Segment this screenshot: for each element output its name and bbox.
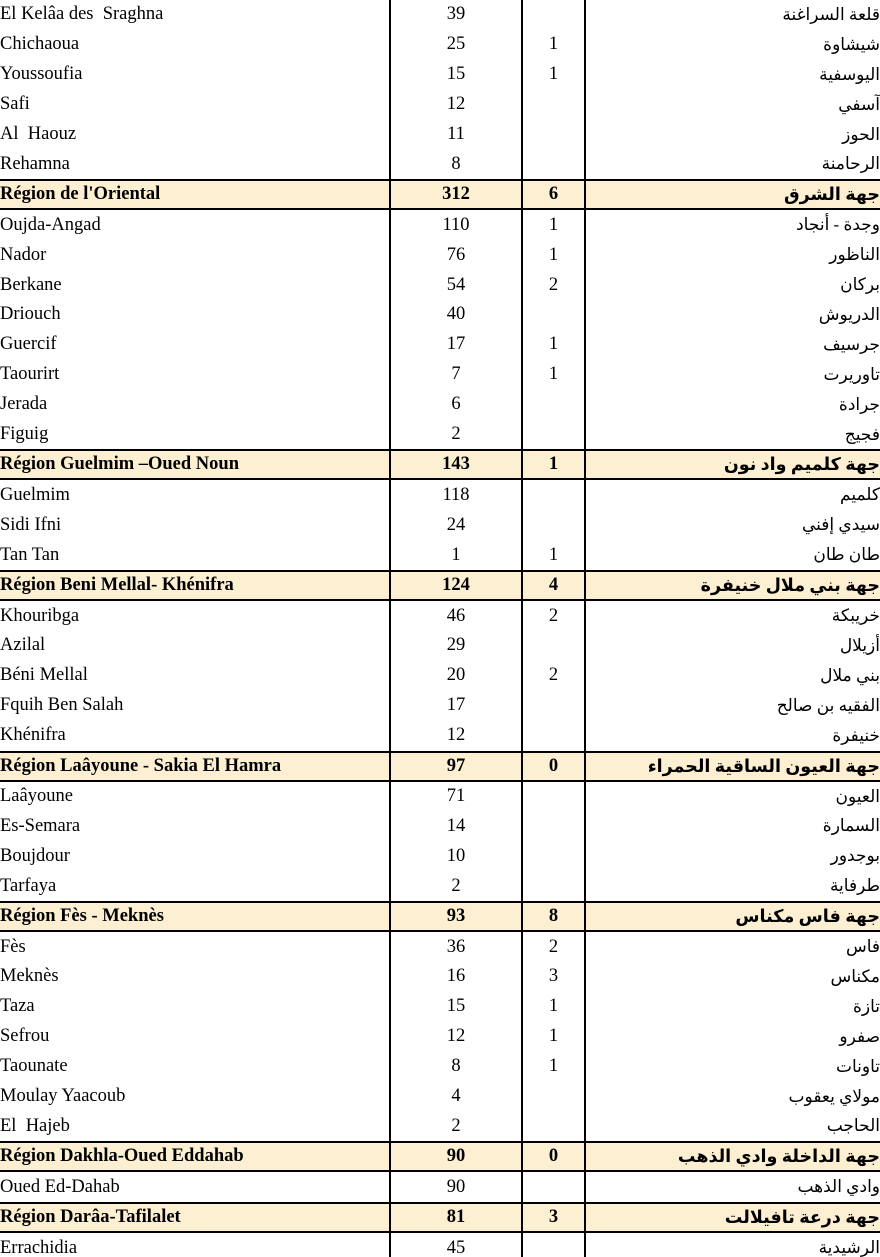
name-fr-cell: El Hajeb <box>0 1112 390 1143</box>
deaths-count-cell: 1 <box>522 330 585 360</box>
deaths-count-cell <box>522 1112 585 1143</box>
name-ar-cell: العيون <box>835 786 880 806</box>
cases-count-cell: 17 <box>390 330 522 360</box>
cases-count-cell: 12 <box>390 90 522 120</box>
name-fr-cell: Laâyoune <box>0 781 390 812</box>
province-row <box>0 691 880 721</box>
cases-count-cell: 29 <box>390 631 522 661</box>
region-total-row <box>0 1203 880 1232</box>
name-fr-cell: El Kelâa des Sraghna <box>0 0 390 30</box>
name-fr-cell: Al Haouz <box>0 120 390 150</box>
province-row <box>0 149 880 180</box>
deaths-count-cell <box>522 90 585 120</box>
name-ar-cell: طان طان <box>813 545 880 565</box>
province-row <box>0 209 880 240</box>
name-fr-cell: Rehamna <box>0 149 390 180</box>
deaths-count-cell: 1 <box>522 540 585 571</box>
deaths-count-cell: 1 <box>522 1052 585 1082</box>
name-ar-cell: كلميم <box>840 485 880 505</box>
cases-count-cell: 24 <box>390 510 522 540</box>
name-fr-cell: Meknès <box>0 962 390 992</box>
cases-count-cell: 6 <box>390 390 522 420</box>
deaths-count-cell: 2 <box>522 931 585 962</box>
deaths-count-cell <box>522 1232 585 1257</box>
province-row <box>0 1112 880 1143</box>
province-row <box>0 1171 880 1203</box>
name-ar-cell: فجيج <box>844 424 880 444</box>
name-ar-cell: السمارة <box>822 816 880 836</box>
name-ar-cell: بوجدور <box>830 846 880 866</box>
deaths-count-cell <box>522 0 585 30</box>
name-fr-cell: Tarfaya <box>0 871 390 902</box>
cases-count-cell: 54 <box>390 270 522 300</box>
name-fr-cell: Driouch <box>0 300 390 330</box>
cases-count-cell: 312 <box>390 180 522 209</box>
name-ar-cell: الحاجب <box>826 1116 880 1136</box>
cases-count-cell: 20 <box>390 661 522 691</box>
cases-count-cell: 4 <box>390 1082 522 1112</box>
name-ar-cell: وجدة - أنجاد <box>796 215 880 235</box>
name-fr-cell: Azilal <box>0 631 390 661</box>
province-row <box>0 811 880 841</box>
name-fr-cell: Khouribga <box>0 600 390 631</box>
province-row <box>0 420 880 451</box>
region-total-row <box>0 902 880 931</box>
cases-count-cell: 39 <box>390 0 522 30</box>
name-ar-cell: تاونات <box>835 1056 880 1076</box>
province-row <box>0 0 880 30</box>
name-ar-cell: جهة فاس مكناس <box>585 902 880 931</box>
cases-count-cell: 110 <box>390 209 522 240</box>
province-row <box>0 300 880 330</box>
name-fr-cell: Sidi Ifni <box>0 510 390 540</box>
cases-count-cell: 10 <box>390 841 522 871</box>
name-fr-cell: Région Darâa-Tafilalet <box>0 1203 390 1232</box>
name-fr-cell: Jerada <box>0 390 390 420</box>
cases-count-cell: 15 <box>390 60 522 90</box>
province-row <box>0 390 880 420</box>
name-ar-cell: خريبكة <box>831 606 880 626</box>
cases-count-cell: 143 <box>390 450 522 479</box>
name-ar-cell: جرسيف <box>823 334 880 354</box>
name-fr-cell: Béni Mellal <box>0 661 390 691</box>
cases-count-cell: 45 <box>390 1232 522 1257</box>
province-row <box>0 661 880 691</box>
name-fr-cell: Taourirt <box>0 360 390 390</box>
name-fr-cell: Région Beni Mellal- Khénifra <box>0 571 390 600</box>
province-row <box>0 90 880 120</box>
name-fr-cell: Fès <box>0 931 390 962</box>
name-fr-cell: Nador <box>0 240 390 270</box>
name-fr-cell: Youssoufia <box>0 60 390 90</box>
province-row <box>0 962 880 992</box>
deaths-count-cell: 4 <box>522 571 585 600</box>
name-fr-cell: Guelmim <box>0 479 390 510</box>
region-total-row <box>0 450 880 479</box>
name-ar-cell: جهة بني ملال خنيفرة <box>585 571 880 600</box>
deaths-count-cell: 1 <box>522 209 585 240</box>
name-fr-cell: Figuig <box>0 420 390 451</box>
name-ar-cell: أزيلال <box>839 635 880 655</box>
province-row <box>0 510 880 540</box>
cases-count-cell: 36 <box>390 931 522 962</box>
deaths-count-cell <box>522 691 585 721</box>
region-total-row <box>0 180 880 209</box>
name-ar-cell: جهة درعة تافيلالت <box>585 1203 880 1232</box>
province-row <box>0 330 880 360</box>
deaths-count-cell <box>522 420 585 451</box>
deaths-count-cell <box>522 390 585 420</box>
name-ar-cell: آسفي <box>838 94 880 114</box>
name-ar-cell: الحوز <box>842 124 880 144</box>
province-row <box>0 631 880 661</box>
deaths-count-cell: 0 <box>522 1142 585 1171</box>
name-ar-cell: تاوريرت <box>823 364 880 384</box>
province-row <box>0 781 880 812</box>
name-ar-cell: الفقيه بن صالح <box>776 695 880 715</box>
cases-count-cell: 90 <box>390 1171 522 1203</box>
deaths-count-cell <box>522 781 585 812</box>
cases-count-cell: 81 <box>390 1203 522 1232</box>
province-row <box>0 931 880 962</box>
province-row <box>0 479 880 510</box>
cases-count-cell: 124 <box>390 571 522 600</box>
name-ar-cell: الناظور <box>829 245 880 265</box>
cases-count-cell: 97 <box>390 752 522 781</box>
province-row <box>0 600 880 631</box>
cases-count-cell: 76 <box>390 240 522 270</box>
name-fr-cell: Région de l'Oriental <box>0 180 390 209</box>
cases-count-cell: 71 <box>390 781 522 812</box>
deaths-count-cell <box>522 120 585 150</box>
name-ar-cell: فاس <box>845 937 880 957</box>
name-ar-cell: الرحامنة <box>821 154 880 174</box>
deaths-count-cell: 1 <box>522 60 585 90</box>
cases-count-cell: 2 <box>390 420 522 451</box>
province-row <box>0 1022 880 1052</box>
deaths-count-cell: 0 <box>522 752 585 781</box>
name-ar-cell: قلعة السراغنة <box>782 4 880 24</box>
deaths-count-cell: 2 <box>522 270 585 300</box>
name-ar-cell: اليوسفية <box>819 64 880 84</box>
region-total-row <box>0 571 880 600</box>
name-ar-cell: تازة <box>852 996 880 1016</box>
deaths-count-cell: 1 <box>522 450 585 479</box>
name-fr-cell: Khénifra <box>0 721 390 752</box>
name-ar-cell: مولاي يعقوب <box>788 1086 880 1106</box>
deaths-count-cell <box>522 479 585 510</box>
name-ar-cell: بركان <box>840 275 880 295</box>
province-row <box>0 1052 880 1082</box>
name-ar-cell: جرادة <box>838 394 880 414</box>
cases-count-cell: 15 <box>390 992 522 1022</box>
deaths-count-cell <box>522 841 585 871</box>
cases-count-cell: 8 <box>390 149 522 180</box>
name-fr-cell: Guercif <box>0 330 390 360</box>
cases-count-cell: 8 <box>390 1052 522 1082</box>
region-total-row <box>0 1142 880 1171</box>
region-total-row <box>0 752 880 781</box>
cases-count-cell: 93 <box>390 902 522 931</box>
province-row <box>0 270 880 300</box>
name-fr-cell: Taounate <box>0 1052 390 1082</box>
province-row <box>0 871 880 902</box>
province-row <box>0 240 880 270</box>
cases-count-cell: 2 <box>390 1112 522 1143</box>
deaths-count-cell: 2 <box>522 600 585 631</box>
name-ar-cell: جهة الشرق <box>585 180 880 209</box>
deaths-count-cell: 3 <box>522 962 585 992</box>
cases-count-cell: 2 <box>390 871 522 902</box>
cases-count-cell: 90 <box>390 1142 522 1171</box>
name-fr-cell: Moulay Yaacoub <box>0 1082 390 1112</box>
name-ar-cell: طرفاية <box>829 876 880 896</box>
deaths-count-cell <box>522 300 585 330</box>
deaths-count-cell: 6 <box>522 180 585 209</box>
cases-count-cell: 16 <box>390 962 522 992</box>
name-fr-cell: Sefrou <box>0 1022 390 1052</box>
name-ar-cell: بني ملال <box>820 665 880 685</box>
province-row <box>0 120 880 150</box>
name-fr-cell: Chichaoua <box>0 30 390 60</box>
deaths-count-cell <box>522 149 585 180</box>
deaths-count-cell <box>522 1082 585 1112</box>
name-ar-cell: جهة كلميم واد نون <box>585 450 880 479</box>
deaths-count-cell: 3 <box>522 1203 585 1232</box>
cases-count-cell: 12 <box>390 1022 522 1052</box>
name-ar-cell: صفرو <box>839 1026 880 1046</box>
cases-count-cell: 40 <box>390 300 522 330</box>
name-fr-cell: Berkane <box>0 270 390 300</box>
name-ar-cell: الدريوش <box>818 304 880 324</box>
province-row <box>0 30 880 60</box>
name-ar-cell: جهة الداخلة وادي الذهب <box>585 1142 880 1171</box>
name-ar-cell: شيشاوة <box>823 34 880 54</box>
deaths-count-cell: 1 <box>522 240 585 270</box>
province-row <box>0 1082 880 1112</box>
name-fr-cell: Région Guelmim –Oued Noun <box>0 450 390 479</box>
name-fr-cell: Es-Semara <box>0 811 390 841</box>
deaths-count-cell: 1 <box>522 360 585 390</box>
province-row <box>0 841 880 871</box>
name-fr-cell: Oujda-Angad <box>0 209 390 240</box>
deaths-count-cell: 2 <box>522 661 585 691</box>
cases-count-cell: 12 <box>390 721 522 752</box>
cases-count-cell: 25 <box>390 30 522 60</box>
cases-count-cell: 7 <box>390 360 522 390</box>
deaths-count-cell: 8 <box>522 902 585 931</box>
deaths-count-cell <box>522 1171 585 1203</box>
name-fr-cell: Région Fès - Meknès <box>0 902 390 931</box>
name-ar-cell: جهة العيون الساقية الحمراء <box>585 752 880 781</box>
province-row <box>0 721 880 752</box>
name-ar-cell: خنيفرة <box>832 725 880 745</box>
province-row <box>0 360 880 390</box>
deaths-count-cell: 1 <box>522 992 585 1022</box>
cases-count-cell: 118 <box>390 479 522 510</box>
province-row <box>0 60 880 90</box>
cases-count-cell: 14 <box>390 811 522 841</box>
cases-count-cell: 17 <box>390 691 522 721</box>
deaths-count-cell <box>522 811 585 841</box>
deaths-count-cell <box>522 871 585 902</box>
name-fr-cell: Région Laâyoune - Sakia El Hamra <box>0 752 390 781</box>
province-row <box>0 540 880 571</box>
cases-count-cell: 11 <box>390 120 522 150</box>
name-fr-cell: Taza <box>0 992 390 1022</box>
name-fr-cell: Fquih Ben Salah <box>0 691 390 721</box>
name-ar-cell: وادي الذهب <box>797 1177 880 1197</box>
cases-count-cell: 46 <box>390 600 522 631</box>
name-fr-cell: Boujdour <box>0 841 390 871</box>
name-ar-cell: سيدي إفني <box>801 515 880 535</box>
name-fr-cell: Errachidia <box>0 1232 390 1257</box>
province-row <box>0 992 880 1022</box>
name-fr-cell: Oued Ed-Dahab <box>0 1171 390 1203</box>
deaths-count-cell: 1 <box>522 1022 585 1052</box>
name-fr-cell: Région Dakhla-Oued Eddahab <box>0 1142 390 1171</box>
deaths-count-cell: 1 <box>522 30 585 60</box>
name-fr-cell: Tan Tan <box>0 540 390 571</box>
name-ar-cell: الرشيدية <box>818 1238 880 1257</box>
name-fr-cell: Safi <box>0 90 390 120</box>
deaths-count-cell <box>522 631 585 661</box>
province-row <box>0 1232 880 1257</box>
deaths-count-cell <box>522 721 585 752</box>
cases-count-cell: 1 <box>390 540 522 571</box>
deaths-count-cell <box>522 510 585 540</box>
name-ar-cell: مكناس <box>830 966 880 986</box>
